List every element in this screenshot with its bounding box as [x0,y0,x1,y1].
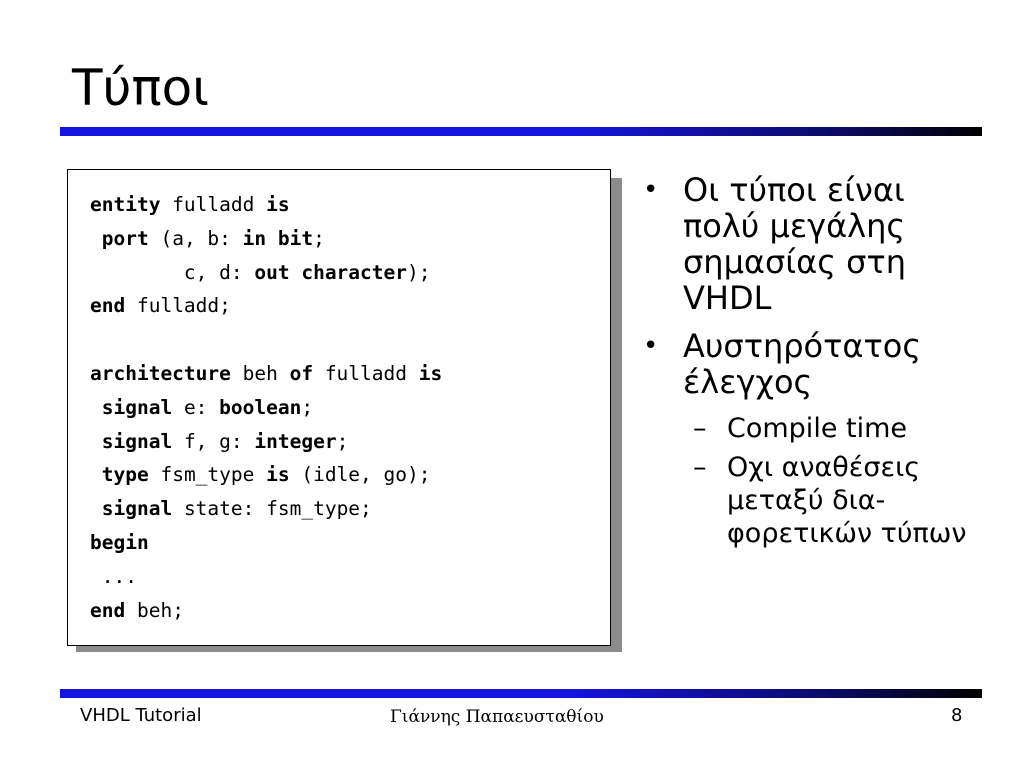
code-text: fsm_type [148,463,267,487]
footer-page-number: 8 [951,705,963,726]
code-text: ... [90,564,137,588]
bullet-marker: • [643,331,659,361]
code-line [90,357,442,391]
code-line [90,594,442,628]
code-line [90,492,442,526]
code-text: beh; [125,598,184,622]
code-text [90,396,102,419]
code-keyword: signal [101,497,173,521]
sub-bullet-text: Οχι αναθέσεις μεταξύ δια-φορετικών τύπων [727,452,967,549]
sub-bullet-item [643,451,983,550]
code-keyword: port [101,226,149,250]
slide-title: Τύποι [72,59,210,117]
code-keyword: end [90,294,126,318]
code-text: ); [407,260,431,284]
code-text: f, g: [172,429,255,453]
bullet-item [643,172,983,316]
footer-author: Γιάννης Παπαευσταθίου [390,707,604,727]
code-line [90,425,442,459]
code-keyword: is [418,361,443,385]
code-line [90,526,442,560]
code-text: e: [172,395,220,419]
code-text: state: fsm_type; [172,497,372,521]
sub-bullet-text: Compile time [727,413,908,444]
code-keyword: entity [90,193,161,216]
code-text: c, d: [90,260,255,284]
code-line [90,560,442,594]
code-line [90,188,442,222]
code-keyword: is [266,463,290,487]
bullet-text: Αυστηρότατος έλεγχος [683,327,922,401]
footer-course-title: VHDL Tutorial [80,705,202,726]
sub-bullet-item [643,412,983,445]
code-text [90,497,102,520]
code-line [90,458,442,492]
sub-bullet-marker: – [693,413,707,444]
bullet-item [643,328,983,400]
code-keyword: signal [101,395,173,419]
footer-divider [60,689,982,698]
code-line [90,289,442,323]
code-text: ; [301,395,314,419]
code-text: fulladd [160,193,267,216]
code-text: fulladd; [125,294,231,318]
bullet-text: Οι τύποι είναι πολύ μεγάλης σημασίας στη VHDL [683,171,906,317]
bullet-list [643,172,983,556]
code-text [90,463,102,486]
title-divider [60,127,982,136]
code-keyword: boolean [219,395,302,419]
code-text: fulladd [313,361,419,385]
code-keyword: signal [101,429,173,453]
code-keyword: integer [254,429,337,453]
code-text: beh [230,361,290,385]
code-line [90,323,442,357]
code-text: (idle, go); [289,463,431,487]
code-keyword: is [266,193,290,216]
code-text [90,430,102,453]
code-line [90,256,442,290]
vhdl-code-listing [90,188,442,627]
code-keyword: type [101,463,149,487]
code-keyword: begin [90,530,149,554]
code-text [90,227,102,250]
code-keyword: end [90,598,126,622]
code-keyword: of [289,361,314,385]
bullet-marker: • [643,175,659,205]
code-keyword: in bit [242,226,314,250]
code-text: ; [336,429,349,453]
code-text: ; [313,226,325,250]
code-box [67,169,611,646]
code-line [90,391,442,425]
code-keyword: architecture [90,361,231,385]
code-text: (a, b: [148,226,243,250]
code-keyword: out character [254,260,407,284]
code-line [90,222,442,256]
sub-bullet-marker: – [693,452,707,483]
